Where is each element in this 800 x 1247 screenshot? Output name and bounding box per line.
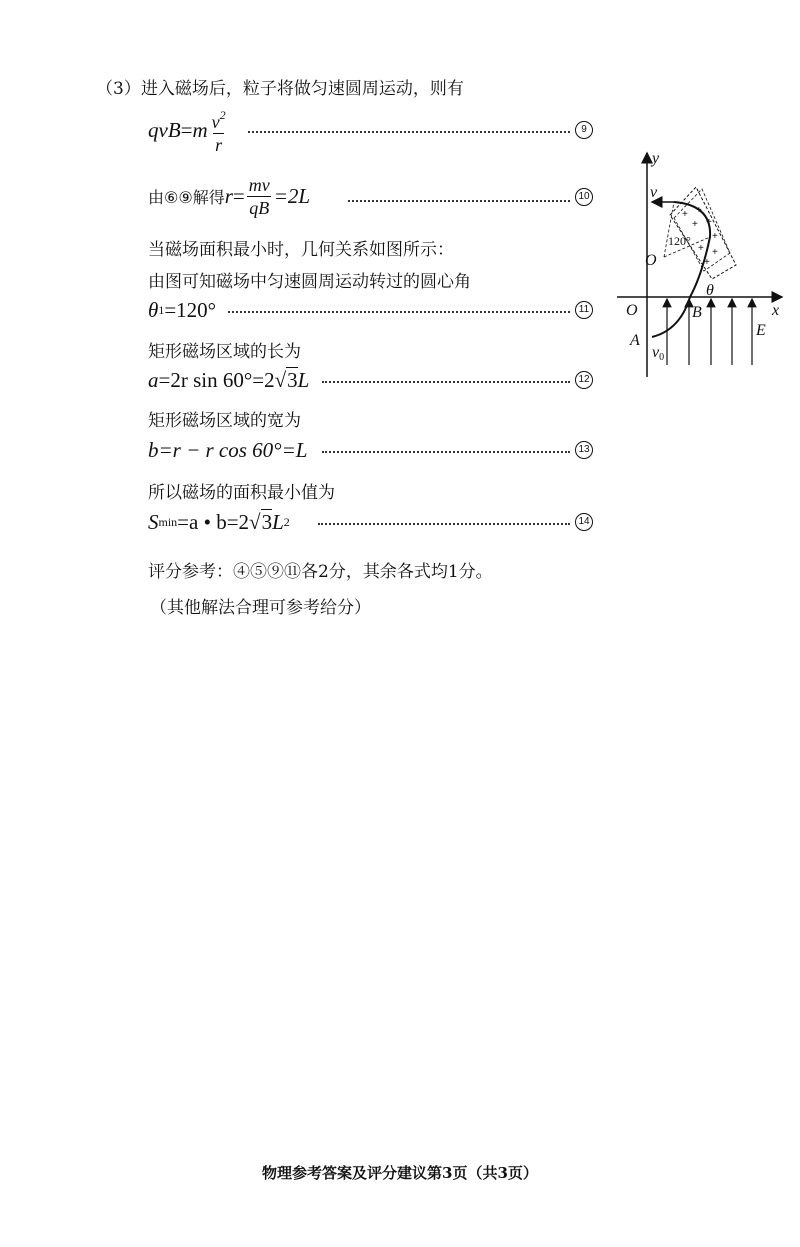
electric-field-lines [667, 299, 752, 365]
equation-number-11: 11 [575, 301, 593, 319]
intro-text: （3）进入磁场后，粒子将做匀速圆周运动，则有 [96, 79, 464, 99]
point-b-label: B [692, 304, 702, 321]
field-plus-sign: + [712, 231, 718, 242]
leader-dots [248, 131, 570, 133]
equation-14: S min =a • b=2 √ 3 L 2 [148, 509, 290, 534]
point-a-label: A [630, 332, 640, 349]
leader-dots [228, 311, 570, 313]
equation-11: θ 1 =120° [148, 297, 217, 322]
alternative-note: （其他解法合理可参考给分） [150, 598, 371, 618]
radius-line [664, 202, 674, 257]
leader-dots [322, 451, 570, 453]
equation-10: 由⑥⑨解得 r = $\frac{mv}{qB}$ =2L [148, 174, 311, 218]
equation-number-9: 9 [575, 121, 593, 139]
field-plus-sign: + [696, 205, 702, 216]
center-o-label: O [645, 252, 657, 269]
v0-label: v0 [652, 344, 665, 363]
field-plus-sign: + [712, 247, 718, 258]
field-plus-sign: + [682, 209, 688, 220]
angle-label: 120° [668, 234, 691, 248]
field-e-label: E [756, 322, 766, 339]
equation-number-10: 10 [575, 188, 593, 206]
leader-dots [322, 381, 570, 383]
equation-number-13: 13 [575, 441, 593, 459]
equation-12: a =2r sin 60°=2 √ 3 L [148, 367, 310, 392]
leader-dots [318, 523, 570, 525]
x-axis-label: x [772, 302, 780, 319]
equation-number-12: 12 [575, 371, 593, 389]
minimum-area-text: 所以磁场的面积最小值为 [148, 483, 335, 503]
equation-9: qvB = m $\frac{v^2}{r}$ [148, 108, 226, 155]
central-angle-text: 由图可知磁场中匀速圆周运动转过的圆心角 [148, 272, 471, 292]
page-footer: 物理参考答案及评分建议第3页（共3页） [262, 1164, 538, 1182]
geometry-text: 当磁场面积最小时，几何关系如图所示： [148, 240, 454, 260]
length-text: 矩形磁场区域的长为 [148, 342, 301, 362]
velocity-label: v [650, 184, 658, 201]
equation-number-14: 14 [575, 513, 593, 531]
field-plus-sign: + [706, 217, 712, 228]
field-plus-sign: + [698, 243, 704, 254]
scoring-note: 评分参考：④⑤⑨⑪各2分，其余各式均1分。 [148, 562, 493, 582]
field-plus-sign: + [692, 219, 698, 230]
magnetic-field-diagram [612, 145, 788, 380]
theta-label: θ [706, 282, 714, 299]
equation-13: b=r − r cos 60°=L [148, 437, 308, 462]
field-plus-sign: + [704, 257, 710, 268]
origin-label: O [626, 302, 638, 319]
width-text: 矩形磁场区域的宽为 [148, 411, 301, 431]
leader-dots [348, 200, 570, 202]
y-axis-label: y [652, 150, 660, 167]
